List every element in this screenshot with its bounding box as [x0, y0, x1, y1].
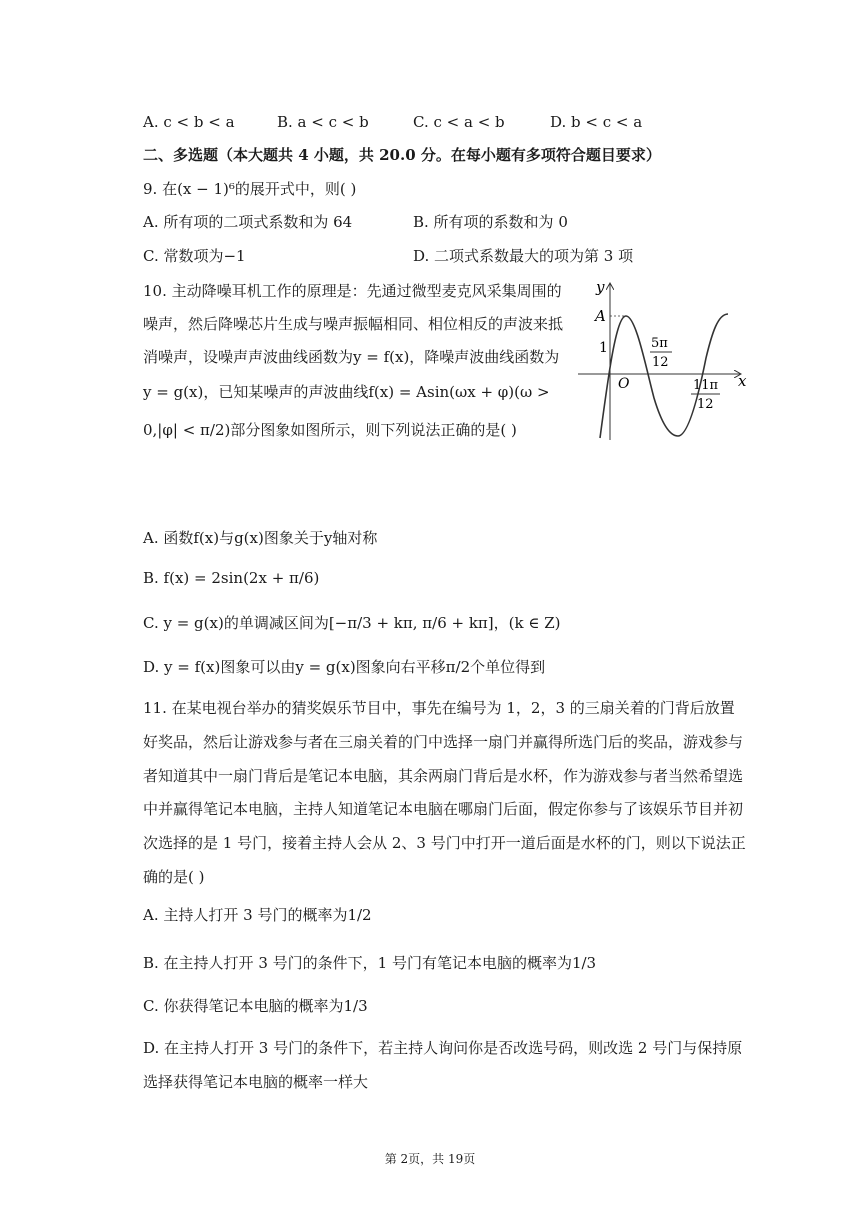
q11-option-d-line1: D. 在主持人打开 3 号门的条件下，若主持人询问你是否改选号码，则改选 2 号门与保持原: [143, 1039, 743, 1057]
q8-option-a: A. c < b < a: [143, 113, 235, 131]
q11-line-1: 11. 在某电视台举办的猜奖娱乐节目中，事先在编号为 1，2，3 的三扇关着的门背后放置: [143, 699, 735, 717]
section2-heading: 二、多选题（本大题共 4 小题，共 20.0 分。在每小题有多项符合题目要求）: [143, 146, 661, 164]
q9-option-c: C. 常数项为−1: [143, 247, 246, 265]
q10-option-c: C. y = g(x)的单调减区间为[−π/3 + kπ, π/6 + kπ]，(k ∈ Z): [143, 614, 561, 632]
q10-line-4: y = g(x)，已知某噪声的声波曲线f(x) = Asin(ωx + φ)(ω >: [143, 383, 550, 401]
q9-option-b: B. 所有项的系数和为 0: [413, 213, 568, 231]
q10-line-3: 消噪声，设噪声声波曲线函数为y = f(x)，降噪声波曲线函数为: [143, 348, 560, 366]
q10-line-1: 10. 主动降噪耳机工作的原理是：先通过微型麦克风采集周围的: [143, 282, 562, 300]
q9-option-d: D. 二项式系数最大的项为第 3 项: [413, 247, 634, 265]
page-footer: 第 2页，共 19页: [384, 1152, 476, 1166]
tick2-denominator: 12: [697, 397, 714, 412]
q11-option-d-line2: 选择获得笔记本电脑的概率一样大: [143, 1073, 369, 1091]
q9-stem: 9. 在(x − 1)⁶的展开式中，则( ): [143, 180, 357, 198]
y-axis-label: y: [596, 278, 605, 296]
tick2-numerator: 11π: [693, 378, 719, 393]
q8-option-b: B. a < c < b: [277, 113, 369, 131]
q10-option-d: D. y = f(x)图象可以由y = g(x)图象向右平移π/2个单位得到: [143, 658, 546, 676]
q10-sine-graph: [578, 278, 753, 443]
tick1-numerator: 5π: [651, 336, 668, 351]
q10-option-b: B. f(x) = 2sin(2x + π/6): [143, 569, 320, 587]
q9-options-row2: [143, 245, 763, 267]
q11-line-6: 确的是( ): [143, 868, 205, 886]
q11-line-4: 中并赢得笔记本电脑，主持人知道笔记本电脑在哪扇门后面，假定你参与了该娱乐节目并初: [143, 800, 744, 818]
amplitude-label: A: [595, 307, 606, 325]
q11-line-3: 者知道其中一扇门背后是笔记本电脑，其余两扇门背后是水杯，作为游戏参与者当然希望选: [143, 767, 744, 785]
q10-line-2: 噪声，然后降噪芯片生成与噪声振幅相同、相位相反的声波来抵: [143, 315, 564, 333]
q11-option-c: C. 你获得笔记本电脑的概率为1/3: [143, 997, 368, 1015]
one-label: 1: [599, 340, 608, 356]
q10-option-a: A. 函数f(x)与g(x)图象关于y轴对称: [143, 529, 378, 547]
q11-option-b: B. 在主持人打开 3 号门的条件下，1 号门有笔记本电脑的概率为1/3: [143, 954, 597, 972]
q8-options: [143, 111, 743, 133]
q9-options-row1: [143, 211, 763, 233]
q9-option-a: A. 所有项的二项式系数和为 64: [143, 213, 353, 231]
tick1-denominator: 12: [652, 355, 669, 370]
x-axis-label: x: [738, 372, 747, 390]
q8-option-c: C. c < a < b: [413, 113, 505, 131]
q11-option-a: A. 主持人打开 3 号门的概率为1/2: [143, 906, 372, 924]
origin-label: O: [618, 376, 630, 392]
q8-option-d: D. b < c < a: [550, 113, 643, 131]
q11-line-2: 好奖品，然后让游戏参与者在三扇关着的门中选择一扇门并赢得所选门后的奖品，游戏参与: [143, 733, 744, 751]
q11-line-5: 次选择的是 1 号门，接着主持人会从 2、3 号门中打开一道后面是水杯的门，则以下说法正: [143, 834, 746, 852]
q10-line-5: 0,|φ| < π/2)部分图象如图所示，则下列说法正确的是( ): [143, 421, 517, 439]
